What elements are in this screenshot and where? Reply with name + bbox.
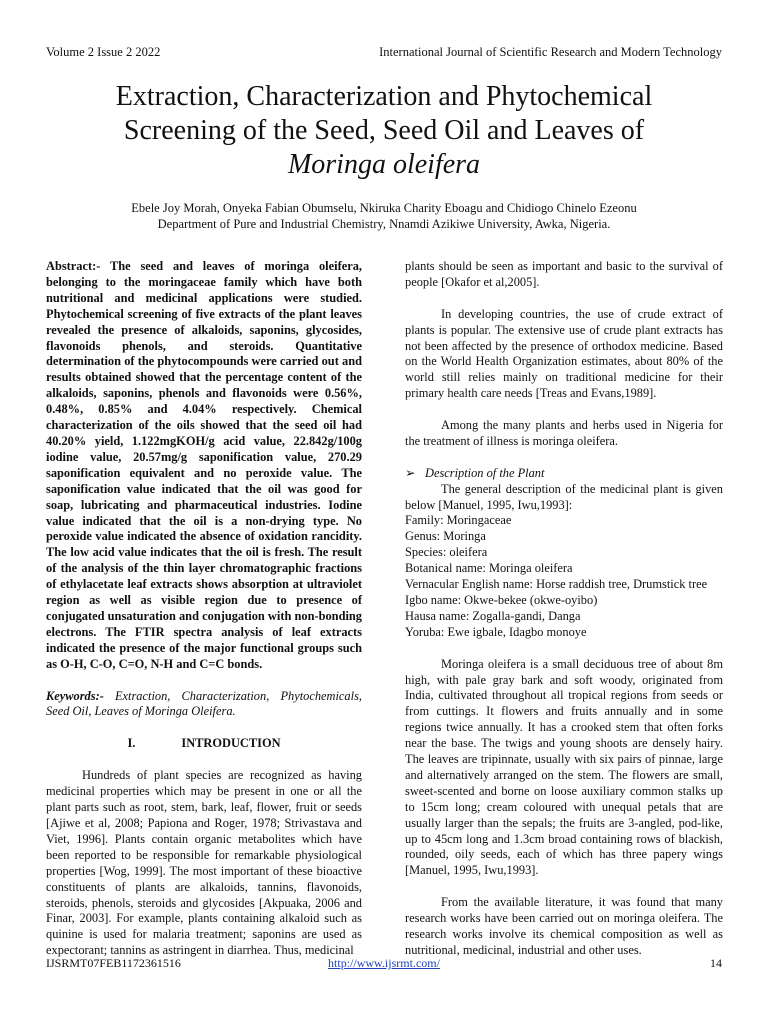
section-number: I. bbox=[127, 736, 136, 751]
author-affiliation: Department of Pure and Industrial Chemistry, Nnamdi Azikiwe University, Awka, Nigeria. bbox=[157, 217, 611, 231]
author-block bbox=[40, 200, 728, 232]
keywords bbox=[46, 689, 362, 721]
right-paragraph-1: In developing countries, the use of crude extract of plants is popular. The extensive use of crude plant extracts has not been affected by the presence of orthodox medicine. Based on the World Health Organization estimates, about 80% of the world still relies mainly on traditional medicine for their primary health care needs [Treas and Evans,1989]. bbox=[405, 306, 723, 401]
right-column bbox=[405, 259, 723, 959]
intro-paragraph-1: Hundreds of plant species are recognized as having medicinal properties which may be present in one or all the plant parts such as root, stem, bark, leaf, flower, fruit or seeds [Ajiwe et al, 2008; Papiona and Roger, 1978; Strivastava and Viet, 1996]. Plants contain organic metabolites which have been reported to be responsible for remarkable physiological properties [Wog, 1999]. The most important of these bioactive constituents of plants are alkaloids, tannins, flavonoids, steroids, phenols, steroids and glycosides [Akpuaka, 2006 and Finar, 2003]. For example, plants containing alkaloid such as quinine is used for malaria treatment; saponins are used as expectorant; tannins as astringent in diarrhea. Thus, medicinal bbox=[46, 768, 362, 958]
paper-id: IJSRMT07FEB1172361516 bbox=[46, 956, 181, 970]
abstract: Abstract:- The seed and leaves of moringa oleifera, belonging to the moringaceae family which have both nutritional and medicinal applications were studied. Phytochemical screening of five extracts of the plant leaves revealed the presence of alkaloids, saponins, glycosides, flavonoids phenols, and steroids. Quantitative determination of the phytocompounds were carried out and results obtained showed that the percentage content of the alkaloids, saponins, phenols and flavonoids were 0.56%, 0.48%, 0.85% and 4.04% respectively. Chemical characterization of the oils showed that the seed oil had 40.20% yield, 1.122mgKOH/g acid value, 22.842g/100g iodine value, 20.57mg/g saponification value, 270.29 saponification equivalent and no peroxide value. The saponification value indicated that the oil was good for soap, lubricating and pharmaceutical industries. Iodine value indicated that the oil is a non-drying type. No peroxide value indicated the absence of oxidation rancidity. The low acid value indicates that the oil is fresh. The result of the analysis of the thin layer chromatographic fractions of ethylacetate leaf extracts shows absorption at ultraviolet region as well as visible region due to presence of conjugated unsaturation and conjugation with non-bonding electrons. The FTIR spectra analysis of leaf extracts indicated the presence of the major functional groups such as O-H, C-O, C=O, N-H and C=C bonds. bbox=[46, 259, 362, 671]
author-names: Ebele Joy Morah, Onyeka Fabian Obumselu, Nkiruka Charity Eboagu and Chidiogo Chinelo Ezeonu bbox=[131, 201, 637, 215]
right-paragraph-0: plants should be seen as important and basic to the survival of people [Okafor et al,2005]. bbox=[405, 259, 723, 289]
volume-info: Volume 2 Issue 2 2022 bbox=[46, 45, 161, 59]
journal-name: International Journal of Scientific Research and Modern Technology bbox=[379, 45, 722, 59]
title-line-3: Moringa oleifera bbox=[287, 149, 481, 180]
family-line: Family: Moringaceae bbox=[405, 513, 512, 528]
vernacular-name-line: Vernacular English name: Horse raddish tree, Drumstick tree bbox=[405, 577, 708, 592]
journal-url-link[interactable]: http://www.ijsrmt.com/ bbox=[328, 956, 440, 970]
right-paragraph-4: Moringa oleifera is a small deciduous tree of about 8m high, with pale gray bark and soft woody, originated from India, cultivated throughout all tropical regions from seeds or from cuttings. It flowers and fruits annually and in some regions twice annually. It has a crooked stem that often forks near the base. The twigs and young shoots are densely hairy. The leaves are tripinnate, usually with six pairs of pinnae, large and alternatively arranged on the stem. The flowers are small, sweet-scented and borne on loose auxiliary common stalks up to 15cm long; cream coloured with unequal petals that are usually larger than the sepals; the fruits are 3-angled, pod-like, up to 45cm long and 1.3cm broad containing rows of blackish, rounded, oily seeds, each of which has three papery wings [Manuel, 1995, Iwu,1993]. bbox=[405, 656, 723, 878]
page-number: 14 bbox=[710, 956, 722, 970]
keywords-label: Keywords:- bbox=[46, 688, 104, 703]
species-line: Species: oleifera bbox=[405, 545, 488, 560]
section-heading-introduction bbox=[46, 736, 362, 752]
subheading-description bbox=[405, 466, 723, 482]
right-paragraph-2: Among the many plants and herbs used in Nigeria for the treatment of illness is moringa oleifera. bbox=[405, 418, 723, 448]
running-header bbox=[46, 44, 722, 60]
keywords-text: Extraction, Characterization, Phytochemicals, Seed Oil, Leaves of Moringa Oleifera. bbox=[46, 688, 362, 719]
right-paragraph-5: From the available literature, it was found that many research works have been carried out on moringa oleifera. The research works involve its chemical composition as well as nutritional, medicinal, industrial and other uses. bbox=[405, 895, 723, 957]
title-line-1: Extraction, Characterization and Phytochemical bbox=[115, 81, 653, 112]
hausa-name-line: Hausa name: Zogalla-gandi, Danga bbox=[405, 608, 581, 623]
left-column bbox=[46, 259, 362, 959]
igbo-name-line: Igbo name: Okwe-bekee (okwe-oyibo) bbox=[405, 592, 598, 607]
section-title: INTRODUCTION bbox=[181, 736, 281, 751]
title-line-2: Screening of the Seed, Seed Oil and Leaves of bbox=[123, 115, 645, 146]
botanical-name-line: Botanical name: Moringa oleifera bbox=[405, 561, 573, 576]
arrow-bullet-icon: ➢ bbox=[405, 465, 416, 480]
yoruba-name-line: Yoruba: Ewe igbale, Idagbo monoye bbox=[405, 624, 587, 639]
footer-link-wrap bbox=[46, 955, 722, 971]
paper-title bbox=[40, 80, 728, 182]
genus-line: Genus: Moringa bbox=[405, 529, 486, 544]
subheading-text: Description of the Plant bbox=[425, 465, 545, 480]
right-paragraph-3: The general description of the medicinal plant is given below [Manuel, 1995, Iwu,1993]: bbox=[405, 481, 723, 512]
